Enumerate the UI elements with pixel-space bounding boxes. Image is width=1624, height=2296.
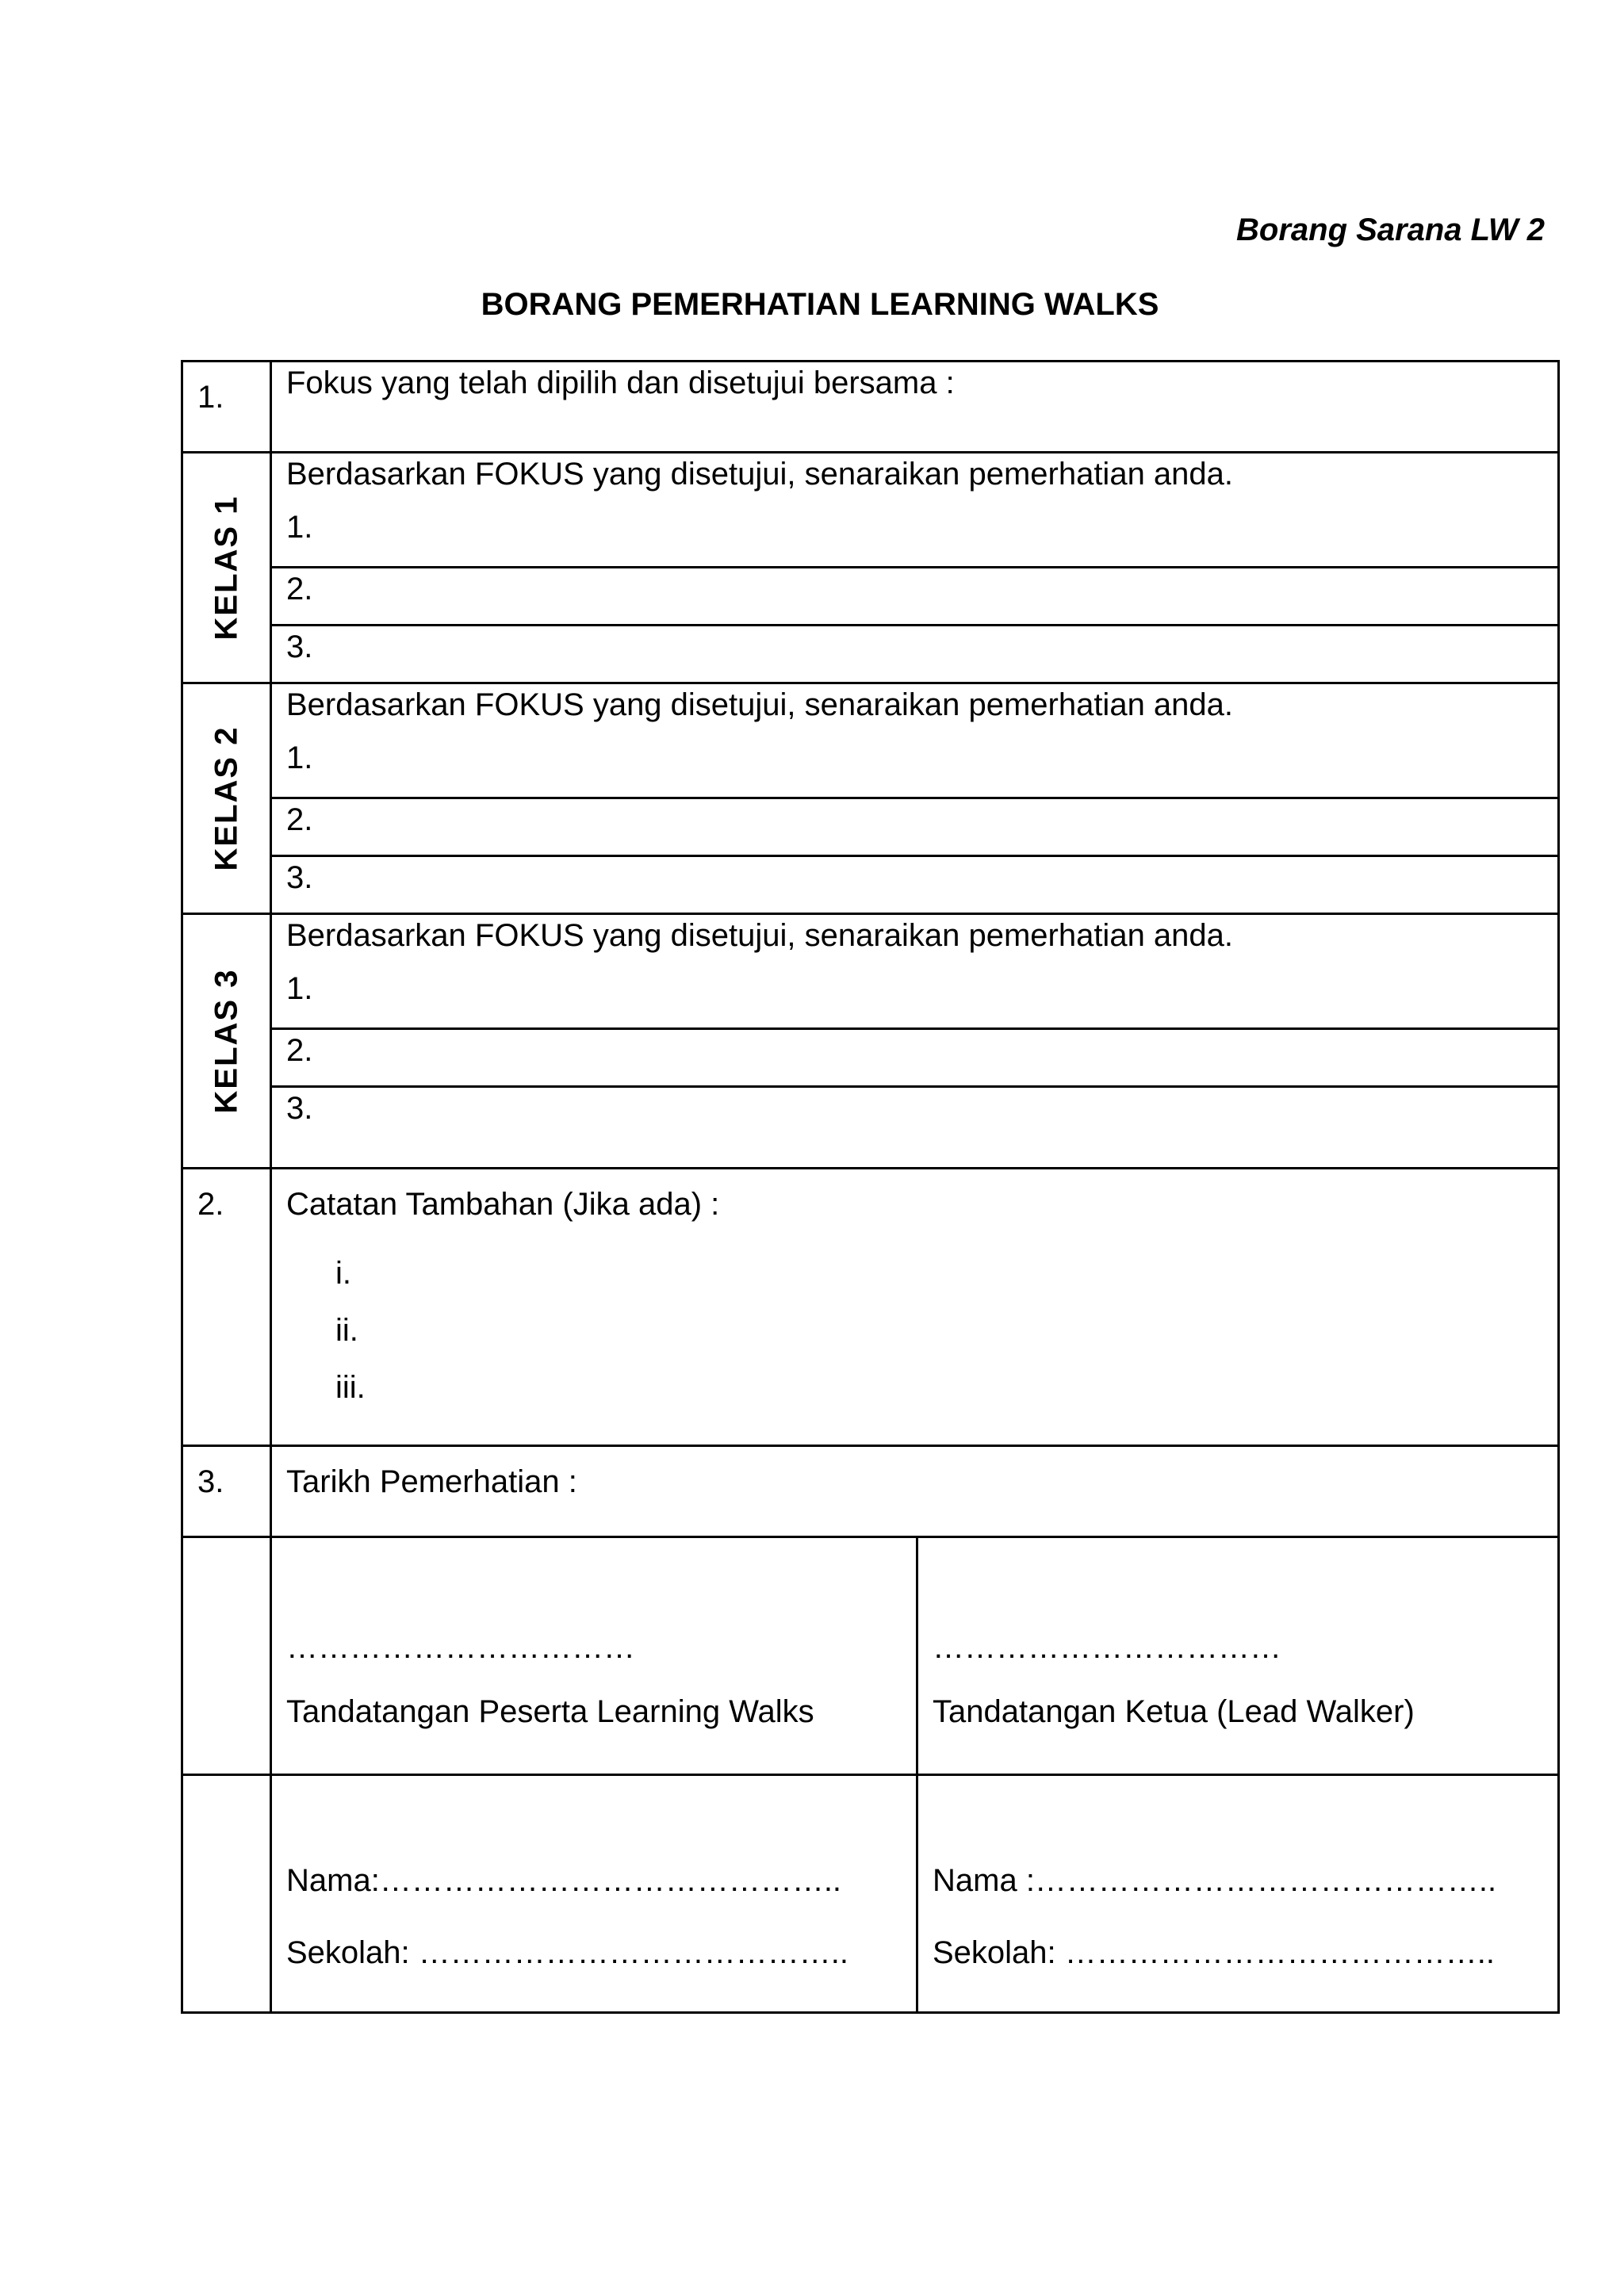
kelas-3-observation-3[interactable] xyxy=(271,1087,1559,1169)
kelas-1-item-1: 1. xyxy=(286,510,313,545)
lead-details-field[interactable] xyxy=(917,1775,1559,2013)
notes-item-3: iii. xyxy=(335,1370,366,1405)
notes-item-2: ii. xyxy=(335,1313,358,1348)
kelas-1-instruction: Berdasarkan FOKUS yang disetujui, senaraikan pemerhatian anda. xyxy=(286,457,1234,492)
kelas-1-label-cell xyxy=(182,453,271,683)
kelas-2-item-3: 3. xyxy=(286,860,313,895)
lead-signature-caption: Tandatangan Ketua (Lead Walker) xyxy=(933,1694,1415,1729)
participant-details-field[interactable] xyxy=(271,1775,917,2013)
kelas-1-item-3: 3. xyxy=(286,629,313,664)
kelas-1-observation-2[interactable] xyxy=(271,568,1559,626)
notes-label: Catatan Tambahan (Jika ada) : xyxy=(286,1187,720,1222)
kelas-2-observation-2[interactable] xyxy=(271,798,1559,856)
kelas-2-row-3 xyxy=(182,856,1559,914)
participant-signature-line: …………………………… xyxy=(286,1630,635,1665)
empty-cell xyxy=(182,1537,271,1775)
kelas-3-instruction: Berdasarkan FOKUS yang disetujui, senaraikan pemerhatian anda. xyxy=(286,918,1234,953)
kelas-2-observation-3[interactable] xyxy=(271,856,1559,914)
kelas-1-row-3 xyxy=(182,626,1559,683)
kelas-3-item-1: 1. xyxy=(286,971,313,1006)
notes-field[interactable] xyxy=(271,1169,1559,1446)
kelas-2-observation-1[interactable] xyxy=(271,683,1559,798)
participant-school-line: Sekolah: ………………………………….. xyxy=(286,1935,849,1970)
participant-name-line: Nama:…………………………………….. xyxy=(286,1863,842,1898)
date-label: Tarikh Pemerhatian : xyxy=(286,1464,577,1499)
lead-name-line: Nama :…………………………………….. xyxy=(933,1863,1497,1898)
section-number: 3. xyxy=(182,1446,271,1537)
kelas-2-intro-row xyxy=(182,683,1559,798)
participant-signature-caption: Tandatangan Peserta Learning Walks xyxy=(286,1694,814,1729)
lead-school-line: Sekolah: ………………………………….. xyxy=(933,1935,1496,1970)
kelas-1-label: KELAS 1 xyxy=(209,495,243,641)
kelas-3-item-2: 2. xyxy=(286,1033,313,1068)
date-row xyxy=(182,1446,1559,1537)
focus-label: Fokus yang telah dipilih dan disetujui bersama : xyxy=(286,365,955,400)
signature-row xyxy=(182,1537,1559,1775)
kelas-1-item-2: 2. xyxy=(286,572,313,607)
kelas-2-row-2 xyxy=(182,798,1559,856)
focus-field[interactable] xyxy=(271,362,1559,453)
participant-signature-field[interactable] xyxy=(271,1537,917,1775)
form-code: Borang Sarana LW 2 xyxy=(1236,212,1545,247)
kelas-3-observation-2[interactable] xyxy=(271,1029,1559,1087)
kelas-3-label: KELAS 3 xyxy=(209,968,243,1114)
kelas-3-intro-row xyxy=(182,914,1559,1029)
kelas-1-intro-row xyxy=(182,453,1559,568)
kelas-2-item-1: 1. xyxy=(286,740,313,775)
section-number: 1. xyxy=(182,362,271,453)
date-field[interactable] xyxy=(271,1446,1559,1537)
focus-row xyxy=(182,362,1559,453)
lead-signature-field[interactable] xyxy=(917,1537,1559,1775)
lead-signature-line: …………………………… xyxy=(933,1630,1281,1665)
kelas-1-row-2 xyxy=(182,568,1559,626)
kelas-2-instruction: Berdasarkan FOKUS yang disetujui, senaraikan pemerhatian anda. xyxy=(286,687,1234,722)
notes-list xyxy=(335,1245,1543,1416)
kelas-2-label-cell xyxy=(182,683,271,914)
kelas-1-observation-3[interactable] xyxy=(271,626,1559,683)
form-title xyxy=(0,287,1624,323)
empty-cell xyxy=(182,1775,271,2013)
kelas-3-observation-1[interactable] xyxy=(271,914,1559,1029)
name-row xyxy=(182,1775,1559,2013)
observation-form-table xyxy=(181,360,1560,2014)
section-number: 2. xyxy=(182,1169,271,1446)
kelas-3-label-cell xyxy=(182,914,271,1169)
notes-row xyxy=(182,1169,1559,1446)
notes-item-1: i. xyxy=(335,1256,351,1291)
kelas-3-item-3: 3. xyxy=(286,1091,313,1126)
kelas-2-label: KELAS 2 xyxy=(209,725,243,871)
kelas-3-row-2 xyxy=(182,1029,1559,1087)
kelas-2-item-2: 2. xyxy=(286,802,313,837)
kelas-3-row-3 xyxy=(182,1087,1559,1169)
kelas-1-observation-1[interactable] xyxy=(271,453,1559,568)
form-title-text: BORANG PEMERHATIAN LEARNING WALKS xyxy=(481,287,1159,322)
